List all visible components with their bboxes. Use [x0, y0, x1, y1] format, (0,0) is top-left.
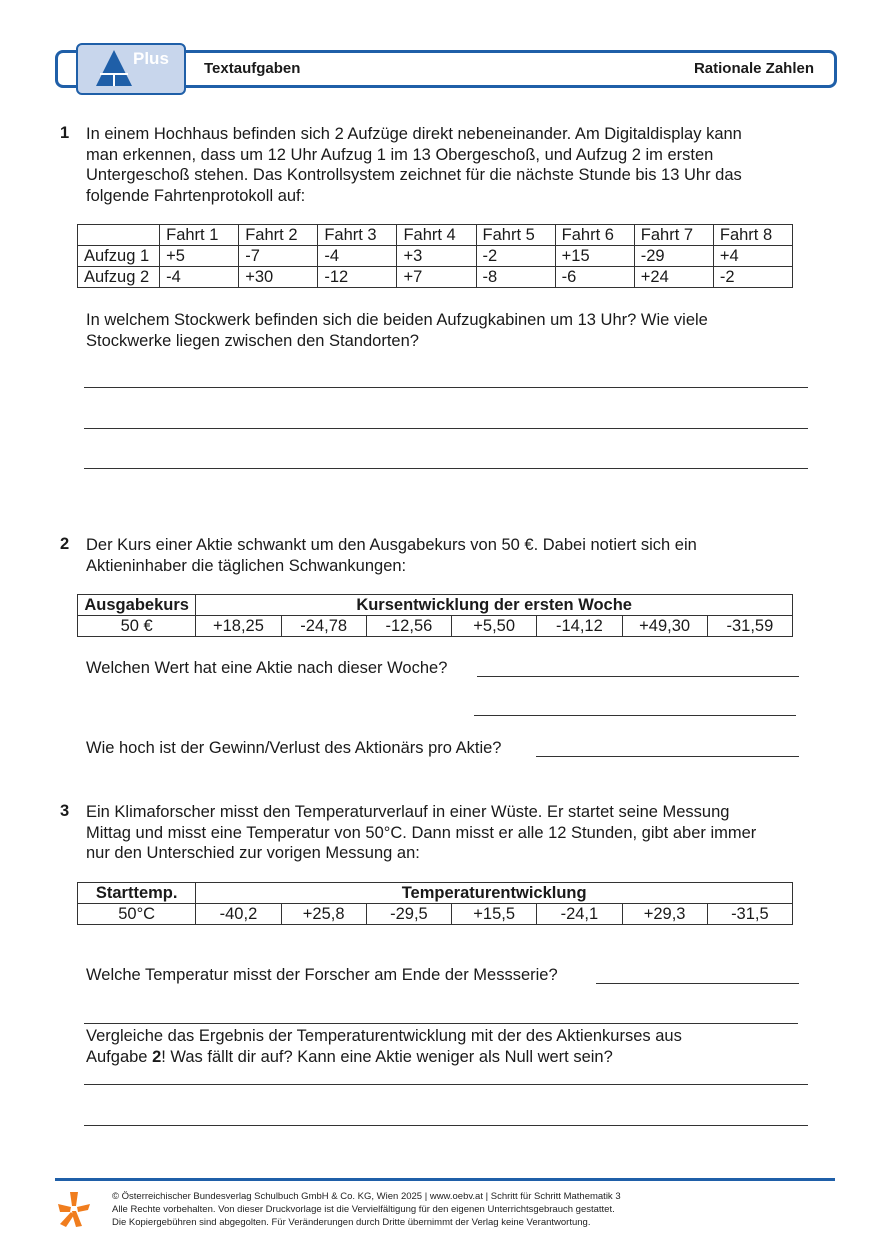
- task-2-question-1: Welchen Wert hat eine Aktie nach dieser Woche?: [86, 659, 448, 677]
- answer-line[interactable]: [84, 428, 808, 429]
- task-1-text-line: In einem Hochhaus befinden sich 2 Aufzüge direkt nebeneinander. Am Digitaldisplay kann: [86, 125, 742, 143]
- task-1-text-line: Untergeschoß stehen. Das Kontrollsystem zeichnet für die nächste Stunde bis 13 Uhr das: [86, 166, 742, 184]
- task-3-question-2: [86, 1026, 682, 1067]
- answer-line[interactable]: [84, 1023, 798, 1024]
- answer-line[interactable]: [84, 387, 808, 388]
- footer-rule: [55, 1178, 835, 1181]
- table-cell: Fahrt 2: [239, 225, 318, 246]
- table-cell: 50°C: [78, 904, 196, 925]
- page-topic: Rationale Zahlen: [693, 60, 814, 77]
- table-cell: -14,12: [537, 616, 622, 637]
- task-3-text-line: nur den Unterschied zur vorigen Messung an:: [86, 844, 420, 862]
- task-3-text-line: Ein Klimaforscher misst den Temperaturverlauf in einer Wüste. Er startet seine Messung: [86, 803, 730, 821]
- elevator-table: [77, 224, 793, 288]
- task-1-text-line: man erkennen, dass um 12 Uhr Aufzug 1 im 13 Obergeschoß, und Aufzug 2 im ersten: [86, 145, 714, 164]
- footer-text: [112, 1190, 621, 1229]
- task-3-text: [86, 802, 756, 864]
- table-cell: Aufzug 1: [78, 246, 160, 267]
- table-cell: +5: [160, 246, 239, 267]
- answer-line[interactable]: [596, 983, 799, 984]
- answer-line[interactable]: [84, 1084, 808, 1085]
- table-cell: +49,30: [622, 616, 707, 637]
- task-3-number: 3: [60, 802, 70, 820]
- table-cell: Fahrt 7: [634, 225, 713, 246]
- publisher-logo-icon: [56, 1190, 92, 1228]
- table-cell: +15: [555, 246, 634, 267]
- table-cell: -12: [318, 267, 397, 288]
- table-cell: +5,50: [452, 616, 537, 637]
- table-row: [78, 904, 793, 925]
- table-cell: -40,2: [196, 904, 281, 925]
- table-cell: -12,56: [366, 616, 451, 637]
- table-cell: -31,59: [707, 616, 792, 637]
- table-cell: +15,5: [452, 904, 537, 925]
- table-row: [78, 246, 793, 267]
- task-3-question-2-line: Vergleiche das Ergebnis der Temperaturentwicklung mit der des Aktienkurses aus: [86, 1027, 682, 1045]
- answer-line[interactable]: [477, 676, 799, 677]
- table-header-row: [78, 225, 793, 246]
- table-cell: -24,78: [281, 616, 366, 637]
- table-cell: -4: [318, 246, 397, 267]
- temperature-table: [77, 882, 793, 925]
- table-cell: -2: [476, 246, 555, 267]
- pyramid-icon: [94, 48, 134, 88]
- task-1-text: [86, 124, 742, 206]
- table-cell: -2: [713, 267, 792, 288]
- bold-reference: 2: [152, 1047, 162, 1066]
- task-1-text-line: folgende Fahrtenprotokoll auf:: [86, 186, 306, 205]
- task-1-question: [86, 310, 708, 351]
- table-cell: Fahrt 4: [397, 225, 476, 246]
- task-2-text-line: Der Kurs einer Aktie schwankt um den Ausgabekurs von 50 €. Dabei notiert sich ein: [86, 536, 697, 554]
- table-cell: -7: [239, 246, 318, 267]
- table-cell: +18,25: [196, 616, 281, 637]
- table-cell: +30: [239, 267, 318, 288]
- table-row: [78, 267, 793, 288]
- task-2-text: [86, 535, 697, 576]
- table-cell: Ausgabekurs: [78, 595, 196, 616]
- table-cell: -4: [160, 267, 239, 288]
- table-cell: +25,8: [281, 904, 366, 925]
- answer-line[interactable]: [474, 715, 796, 716]
- task-2-text-line: Aktieninhaber die täglichen Schwankungen:: [86, 556, 407, 575]
- table-cell: Fahrt 1: [160, 225, 239, 246]
- table-cell: Fahrt 5: [476, 225, 555, 246]
- stock-table: [77, 594, 793, 637]
- task-1-question-line: In welchem Stockwerk befinden sich die beiden Aufzugkabinen um 13 Uhr? Wie viele: [86, 311, 708, 329]
- table-cell: Fahrt 6: [555, 225, 634, 246]
- table-header-row: [78, 595, 793, 616]
- table-cell: Aufzug 2: [78, 267, 160, 288]
- table-cell: +4: [713, 246, 792, 267]
- answer-line[interactable]: [84, 468, 808, 469]
- table-cell: Fahrt 3: [318, 225, 397, 246]
- table-cell: -31,5: [707, 904, 792, 925]
- text-span: ! Was fällt dir auf? Kann eine Aktie weniger als Null wert sein?: [161, 1047, 613, 1066]
- task-3-question-2-line: [86, 1047, 682, 1068]
- table-cell: [78, 225, 160, 246]
- text-span: Aufgabe: [86, 1047, 153, 1066]
- table-cell: Fahrt 8: [713, 225, 792, 246]
- table-cell: Kursentwicklung der ersten Woche: [196, 595, 793, 616]
- table-cell: 50 €: [78, 616, 196, 637]
- logo-plus-label: Plus: [133, 49, 169, 68]
- task-3-text-line: Mittag und misst eine Temperatur von 50°C. Dann misst er alle 12 Stunden, gibt aber immer: [86, 823, 757, 842]
- footer-line: Alle Rechte vorbehalten. Von dieser Druckvorlage ist die Vervielfältigung für den eigenen Unterrichtsgebrauch gestattet.: [112, 1204, 615, 1215]
- table-cell: +29,3: [622, 904, 707, 925]
- table-cell: +7: [397, 267, 476, 288]
- answer-line[interactable]: [536, 756, 799, 757]
- answer-line[interactable]: [84, 1125, 808, 1126]
- footer-line: © Österreichischer Bundesverlag Schulbuch GmbH & Co. KG, Wien 2025 | www.oebv.at | Schritt für Schritt Mathematik 3: [112, 1191, 621, 1202]
- task-3-question-1: Welche Temperatur misst der Forscher am Ende der Messserie?: [86, 966, 558, 984]
- task-2-question-2: Wie hoch ist der Gewinn/Verlust des Aktionärs pro Aktie?: [86, 739, 502, 757]
- task-1-question-line: Stockwerke liegen zwischen den Standorten?: [86, 331, 419, 350]
- table-cell: -29: [634, 246, 713, 267]
- table-cell: +3: [397, 246, 476, 267]
- footer-line: Die Kopiergebühren sind abgegolten. Für Veränderungen durch Dritte übernimmt der Verlag keine Verantwortung.: [112, 1217, 591, 1228]
- table-cell: -8: [476, 267, 555, 288]
- table-cell: Starttemp.: [78, 883, 196, 904]
- table-header-row: [78, 883, 793, 904]
- task-1-number: 1: [60, 124, 70, 142]
- page-title: Textaufgaben: [204, 60, 301, 77]
- table-cell: -29,5: [366, 904, 451, 925]
- table-cell: +24: [634, 267, 713, 288]
- table-cell: Temperaturentwicklung: [196, 883, 793, 904]
- table-row: [78, 616, 793, 637]
- table-cell: -24,1: [537, 904, 622, 925]
- table-cell: -6: [555, 267, 634, 288]
- plus-logo: [76, 43, 186, 95]
- task-2-number: 2: [60, 535, 70, 553]
